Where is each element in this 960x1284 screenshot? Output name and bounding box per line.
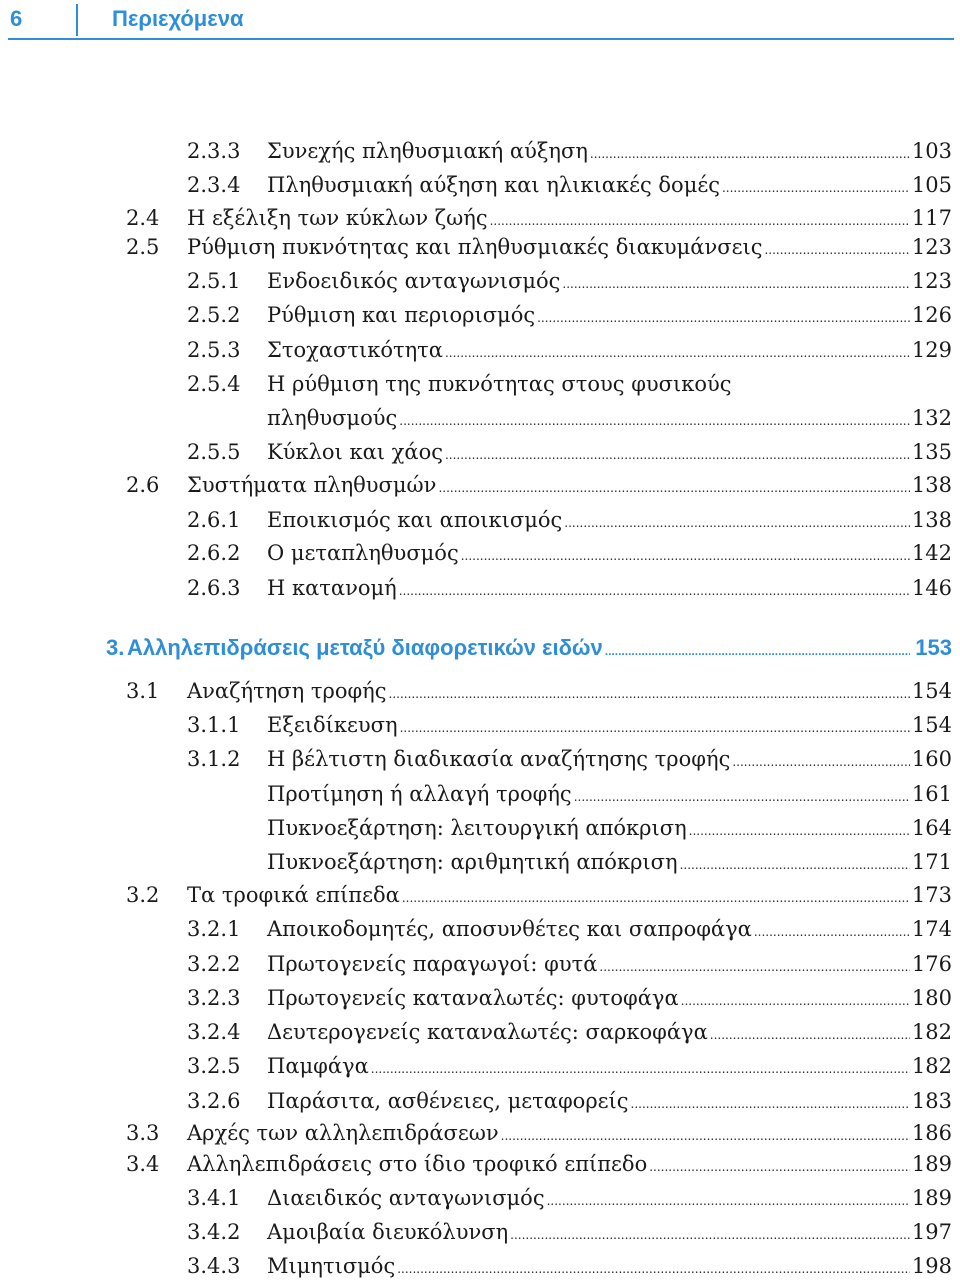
toc-title: Αποικοδομητές, αποσυνθέτες και σαπροφάγα [267, 917, 752, 941]
toc-entry[interactable] [0, 1251, 960, 1281]
dot-leader [445, 338, 910, 368]
dot-leader [537, 303, 910, 333]
toc-entry[interactable] [0, 1017, 960, 1047]
toc-page: 105 [911, 173, 952, 197]
toc-entry[interactable] [0, 813, 960, 843]
toc-page: 171 [911, 850, 952, 874]
toc-entry[interactable] [0, 1118, 960, 1148]
dot-leader [564, 508, 910, 538]
toc-title: Πρωτογενείς παραγωγοί: φυτά [267, 952, 598, 976]
dot-leader [590, 139, 910, 169]
toc-number: 2.5.4 [187, 372, 241, 396]
dot-leader [722, 173, 910, 203]
toc-title: Ο μεταπληθυσμός [267, 541, 459, 565]
toc-page: 182 [911, 1020, 952, 1044]
toc-title: Εποικισμός και αποικισμός [267, 508, 563, 532]
toc-entry[interactable] [0, 1086, 960, 1116]
dot-leader [562, 269, 910, 299]
toc-page: 183 [911, 1089, 952, 1113]
toc-entry[interactable] [0, 1051, 960, 1081]
toc-number: 3.4.1 [187, 1186, 241, 1210]
toc-number: 3.2 [126, 883, 160, 907]
dot-leader [461, 541, 910, 571]
toc-title: Στοχαστικότητα [267, 338, 443, 362]
toc-title: Η βέλτιστη διαδικασία αναζήτησης τροφής [267, 747, 731, 771]
toc-page: 189 [911, 1152, 952, 1176]
toc-title: Πληθυσμιακή αύξηση και ηλικιακές δομές [267, 173, 720, 197]
page-number: 6 [10, 6, 23, 31]
toc-entry[interactable] [0, 335, 960, 365]
toc-entry[interactable] [0, 1183, 960, 1213]
toc-entry[interactable] [0, 983, 960, 1013]
toc-entry[interactable] [0, 573, 960, 603]
toc-page: 138 [911, 473, 952, 497]
toc-page: 176 [911, 952, 952, 976]
toc-page: 146 [911, 576, 952, 600]
toc-title: Αναζήτηση τροφής [187, 679, 387, 703]
dot-leader [402, 883, 910, 913]
toc-entry[interactable] [0, 949, 960, 979]
toc-page: 142 [911, 541, 952, 565]
toc-title: Ρύθμιση και περιορισμός [267, 303, 536, 327]
toc-page: 117 [911, 206, 952, 230]
dot-leader [732, 747, 910, 777]
toc-page: 186 [911, 1121, 952, 1145]
dot-leader [547, 1186, 910, 1216]
toc-number: 2.5.2 [187, 303, 241, 327]
toc-title: Πυκνοεξάρτηση: αριθμητική απόκριση [267, 850, 678, 874]
toc-entry[interactable] [0, 470, 960, 500]
toc-entry[interactable] [0, 300, 960, 330]
toc-page: 135 [911, 440, 952, 464]
toc-title: Αλληλεπιδράσεις στο ίδιο τροφικό επίπεδο [187, 1152, 648, 1176]
toc-title: Συνεχής πληθυσμιακή αύξηση [267, 139, 588, 163]
toc-title: Ενδοειδικός ανταγωνισμός [267, 269, 561, 293]
toc-number: 3.2.5 [187, 1054, 241, 1078]
toc-number: 2.4 [126, 206, 160, 230]
dot-leader [605, 636, 910, 666]
toc-number: 3.2.2 [187, 952, 241, 976]
toc-number: 2.6.2 [187, 541, 241, 565]
toc-entry[interactable] [0, 538, 960, 568]
dot-leader [399, 406, 910, 436]
toc-entry[interactable] [0, 203, 960, 233]
dot-leader [649, 1152, 910, 1182]
toc-number: 3.2.4 [187, 1020, 241, 1044]
toc-entry[interactable] [0, 136, 960, 166]
toc-entry[interactable] [0, 437, 960, 467]
toc-title: Παμφάγα [267, 1054, 369, 1078]
dot-leader [710, 1020, 910, 1050]
toc-number: 3.1 [126, 679, 160, 703]
dot-leader [399, 576, 910, 606]
toc-page: 138 [911, 508, 952, 532]
toc-page: 173 [911, 883, 952, 907]
toc-title: Παράσιτα, ασθένειες, μεταφορείς [267, 1089, 629, 1113]
toc-title: πληθυσμούς [267, 406, 398, 430]
toc-entry[interactable] [0, 779, 960, 809]
toc-page: 197 [911, 1220, 952, 1244]
dot-leader [371, 1054, 910, 1084]
toc-page: 126 [911, 303, 952, 327]
dot-leader [680, 850, 910, 880]
chapter-title: Αλληλεπιδράσεις μεταξύ διαφορετικών ειδών [127, 635, 603, 660]
toc-number: 3.1.1 [187, 713, 241, 737]
toc-page: 154 [911, 713, 952, 737]
toc-entry[interactable] [0, 847, 960, 877]
toc-page: 180 [911, 986, 952, 1010]
toc-entry[interactable] [0, 170, 960, 200]
toc-chapter-entry[interactable] [0, 633, 960, 663]
toc-title: Ρύθμιση πυκνότητας και πληθυσμιακές διακυμάνσεις [187, 235, 763, 259]
dot-leader [445, 440, 910, 470]
chapter-number: 3. [106, 635, 125, 660]
toc-number: 2.5 [126, 235, 160, 259]
toc-page: 174 [911, 917, 952, 941]
dot-leader [599, 952, 909, 982]
toc-number: 2.6.1 [187, 508, 241, 532]
toc-number: 2.5.3 [187, 338, 241, 362]
toc-page: 123 [911, 235, 952, 259]
toc-number: 3.4 [126, 1152, 160, 1176]
toc-page: 161 [911, 782, 952, 806]
toc-title: Πυκνοεξάρτηση: λειτουργική απόκριση [267, 816, 687, 840]
toc-title: Δευτερογενείς καταναλωτές: σαρκοφάγα [267, 1020, 708, 1044]
dot-leader [400, 713, 910, 743]
toc-page: 164 [911, 816, 952, 840]
toc-page: 198 [911, 1254, 952, 1278]
toc-title: Εξειδίκευση [267, 713, 398, 737]
dot-leader [438, 473, 909, 503]
toc-entry[interactable] [0, 1217, 960, 1247]
toc-title: Η κατανομή [267, 576, 397, 600]
toc-number: 2.5.5 [187, 440, 241, 464]
toc-page: 103 [911, 139, 952, 163]
dot-leader [764, 235, 909, 265]
toc-entry-continued[interactable] [0, 403, 960, 433]
toc-page: 160 [911, 747, 952, 771]
toc-number: 2.3.3 [187, 139, 241, 163]
toc-title: Μιμητισμός [267, 1254, 396, 1278]
toc-number: 3.4.3 [187, 1254, 241, 1278]
dot-leader [689, 816, 910, 846]
toc-number: 3.2.3 [187, 986, 241, 1010]
dot-leader [389, 679, 910, 709]
toc-number: 2.5.1 [187, 269, 241, 293]
header-title: Περιεχόμενα [112, 6, 244, 31]
toc-number: 2.6.3 [187, 576, 241, 600]
chapter-page: 153 [915, 635, 952, 660]
toc-title: Τα τροφικά επίπεδα [187, 883, 400, 907]
toc-title: Η εξέλιξη των κύκλων ζωής [187, 206, 488, 230]
toc-page: 129 [911, 338, 952, 362]
toc-page: 132 [911, 406, 952, 430]
toc-title: Κύκλοι και χάος [267, 440, 443, 464]
toc-number: 3.3 [126, 1121, 160, 1145]
toc-title: Αμοιβαία διευκόλυνση [267, 1220, 509, 1244]
dot-leader [754, 917, 910, 947]
toc-entry[interactable] [0, 369, 960, 399]
toc-entry[interactable] [0, 744, 960, 774]
dot-leader [574, 782, 910, 812]
toc-page: 154 [911, 679, 952, 703]
toc-title: Αρχές των αλληλεπιδράσεων [187, 1121, 499, 1145]
toc-number: 3.2.1 [187, 917, 241, 941]
toc-number: 2.3.4 [187, 173, 241, 197]
dot-leader [397, 1254, 910, 1284]
toc-page: 123 [911, 269, 952, 293]
dot-leader [681, 986, 910, 1016]
toc-entry[interactable] [0, 710, 960, 740]
dot-leader [510, 1220, 910, 1250]
toc-entry[interactable] [0, 1149, 960, 1179]
toc-number: 3.4.2 [187, 1220, 241, 1244]
toc-title: Συστήματα πληθυσμών [187, 473, 437, 497]
toc-title: Διαειδικός ανταγωνισμός [267, 1186, 545, 1210]
toc-entry[interactable] [0, 232, 960, 262]
toc-entry[interactable] [0, 676, 960, 706]
toc-page: 189 [911, 1186, 952, 1210]
dot-leader [631, 1089, 910, 1119]
toc-entry[interactable] [0, 914, 960, 944]
toc-entry[interactable] [0, 880, 960, 910]
toc-number: 3.2.6 [187, 1089, 241, 1113]
toc-number: 3.1.2 [187, 747, 241, 771]
toc-title: Πρωτογενείς καταναλωτές: φυτοφάγα [267, 986, 679, 1010]
toc-page: 182 [911, 1054, 952, 1078]
toc-title: Προτίμηση ή αλλαγή τροφής [267, 782, 572, 806]
toc-number: 2.6 [126, 473, 160, 497]
toc-title-line: Η ρύθμιση της πυκνότητας στους φυσικούς [267, 372, 732, 396]
toc-entry[interactable] [0, 266, 960, 296]
dot-leader [501, 1121, 910, 1151]
toc-entry[interactable] [0, 505, 960, 535]
